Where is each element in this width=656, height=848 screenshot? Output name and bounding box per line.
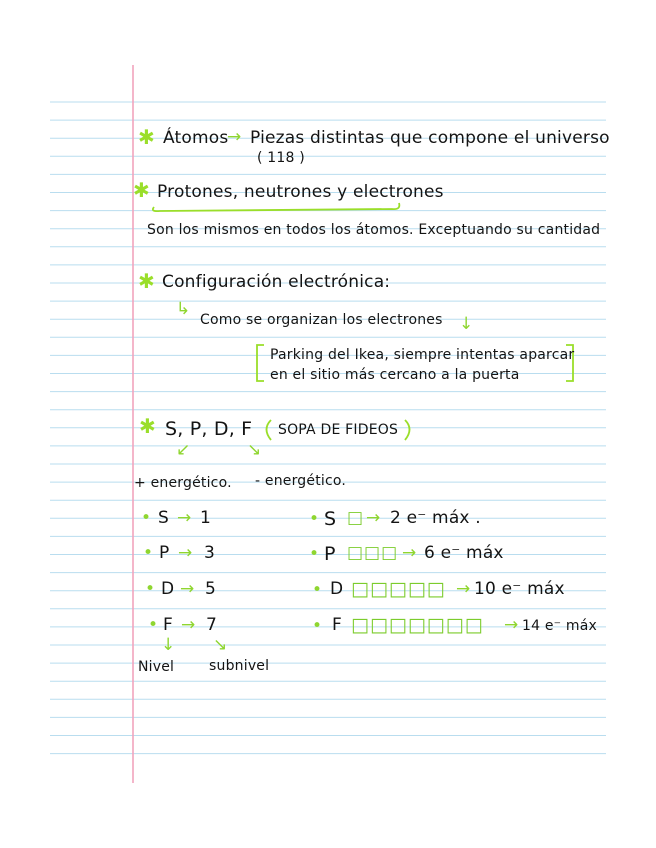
- green-arrow-icon: ↙: [176, 440, 191, 460]
- green-dot-icon: •: [312, 616, 323, 636]
- green-dot-icon: •: [143, 543, 154, 563]
- orbitals-mnemonic: SOPA DE FIDEOS: [278, 422, 399, 438]
- more-energetic-label: + energético.: [134, 475, 232, 491]
- green-arrow-icon: ↳: [176, 299, 191, 319]
- green-arrow-icon: ↓: [161, 635, 176, 655]
- asterisk-icon: ✱: [138, 125, 155, 149]
- orbital-letter: S: [158, 508, 169, 528]
- green-arrow-icon: ↘: [213, 635, 228, 655]
- green-dot-icon: •: [309, 544, 320, 564]
- atoms-definition: Piezas distintas que compone el universo: [250, 128, 610, 148]
- green-arrow-icon: ↓: [459, 314, 474, 334]
- mnemonic-paren-left: [267, 420, 272, 440]
- green-dot-icon: •: [312, 580, 323, 600]
- orbital-box-icon: □□□: [347, 543, 399, 563]
- orbital-box-icon: □□□□□□□: [351, 614, 484, 636]
- green-arrow-icon: →: [180, 579, 195, 599]
- orbitals-heading: S, P, D, F: [165, 418, 253, 440]
- mnemonic-paren-right: [405, 420, 410, 440]
- orbital-count: 3: [204, 543, 216, 563]
- orbital-letter: F: [163, 615, 173, 635]
- green-arrow-icon: →: [178, 543, 193, 563]
- electron-capacity: 6 e⁻ máx: [424, 543, 504, 563]
- green-dot-icon: •: [148, 615, 159, 635]
- particles-sentence: Son los mismos en todos los átomos. Exceptuando su cantidad: [147, 222, 601, 238]
- sublevel-label: subnivel: [209, 658, 270, 674]
- green-arrow-icon: →: [227, 127, 242, 147]
- orbital-box-icon: □: [347, 508, 365, 528]
- green-arrow-icon: →: [366, 508, 381, 528]
- heading-underline: [153, 203, 400, 211]
- example-bracket-left: [257, 345, 264, 381]
- orbital-count: 5: [205, 579, 217, 599]
- orbital-letter: P: [324, 543, 336, 565]
- electron-capacity: 14 e⁻ máx: [522, 618, 598, 634]
- green-arrow-icon: ↘: [247, 440, 262, 460]
- green-arrow-icon: →: [402, 543, 417, 563]
- example-line-1: Parking del Ikea, siempre intentas aparcar: [270, 347, 575, 363]
- green-dot-icon: •: [145, 579, 156, 599]
- asterisk-icon: ✱: [133, 178, 150, 202]
- orbital-box-icon: □□□□□: [351, 578, 446, 600]
- less-energetic-label: - energético.: [255, 473, 347, 489]
- green-arrow-icon: →: [504, 615, 519, 635]
- orbital-letter: P: [159, 543, 170, 563]
- asterisk-icon: ✱: [138, 269, 155, 293]
- electron-capacity: 2 e⁻ máx .: [390, 508, 481, 528]
- orbital-count: 1: [200, 508, 212, 528]
- green-arrow-icon: →: [181, 615, 196, 635]
- orbital-letter: D: [161, 579, 175, 599]
- configuration-heading: Configuración electrónica:: [162, 272, 391, 292]
- green-arrow-icon: →: [177, 508, 192, 528]
- atoms-term: Átomos: [163, 128, 229, 148]
- green-arrow-icon: →: [456, 579, 471, 599]
- orbital-letter: F: [332, 615, 342, 635]
- example-line-2: en el sitio más cercano a la puerta: [270, 367, 520, 383]
- orbital-letter: D: [330, 579, 344, 599]
- orbital-count: 7: [206, 615, 218, 635]
- electron-capacity: 10 e⁻ máx: [474, 579, 565, 599]
- asterisk-icon: ✱: [139, 414, 156, 438]
- green-dot-icon: •: [309, 509, 320, 529]
- configuration-definition: Como se organizan los electrones: [200, 312, 443, 328]
- level-label: Nivel: [138, 659, 175, 675]
- orbital-letter: S: [324, 508, 337, 530]
- green-dot-icon: •: [141, 508, 152, 528]
- particles-heading: Protones, neutrones y electrones: [157, 182, 444, 202]
- atoms-count: ( 118 ): [257, 150, 305, 166]
